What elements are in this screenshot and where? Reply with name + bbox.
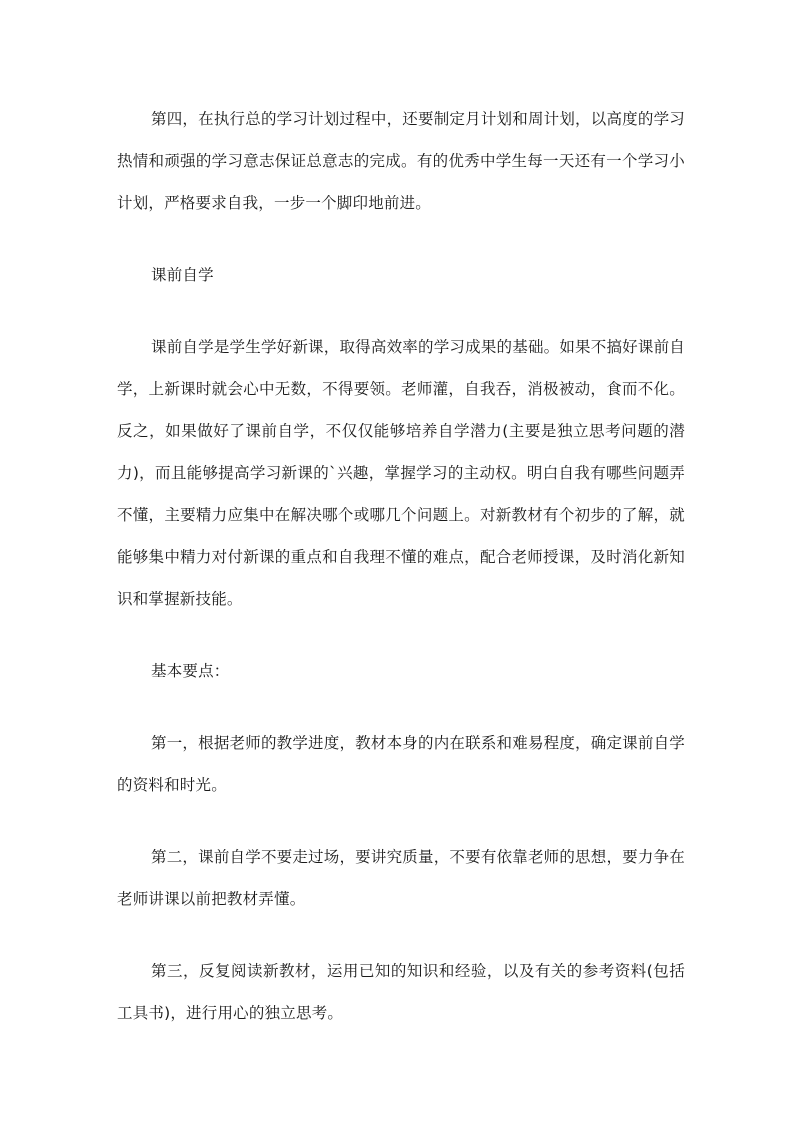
document-body <box>117 98 685 1034</box>
paragraph-spacer <box>117 692 685 722</box>
paragraph-spacer <box>117 920 685 950</box>
paragraph-plan-execution: 第四，在执行总的学习计划过程中，还要制定月计划和周计划，以高度的学习热情和顽强的学习意志保证总意志的完成。有的优秀中学生每一天还有一个学习小计划，严格要求自我，一步一个脚印地前进。 <box>117 110 685 212</box>
paragraph-point-three: 第三，反复阅读新教材，运用已知的知识和经验，以及有关的参考资料(包括工具书)，进行用心的独立思考。 <box>117 962 685 1022</box>
paragraph-spacer <box>117 620 685 650</box>
section-heading-key-points: 基本要点： <box>151 662 230 680</box>
paragraph-preview-study-intro: 课前自学是学生学好新课，取得高效率的学习成果的基础。如果不搞好课前自学，上新课时就会心中无数，不得要领。老师灌，自我吞，消极被动，食而不化。反之，如果做好了课前自学，不仅仅能够培养自学潜力(主要是独立思考问题的潜力)，而且能够提高学习新课的`兴趣，掌握学习的主动权。明白自我有哪些问题弄不懂，主要精力应集中在解决哪个或哪几个问题上。对新教材有个初步的了解，就能够集中精力对付新课的重点和自我理不懂的难点，配合老师授课，及时消化新知识和掌握新技能。 <box>117 338 685 608</box>
paragraph-spacer <box>117 806 685 836</box>
section-heading-preview-study: 课前自学 <box>151 266 214 284</box>
paragraph-point-two: 第二，课前自学不要走过场，要讲究质量，不要有依靠老师的思想，要力争在老师讲课以前把教材弄懂。 <box>117 848 685 908</box>
paragraph-spacer <box>117 224 685 254</box>
paragraph-point-one: 第一，根据老师的教学进度，教材本身的内在联系和难易程度，确定课前自学的资料和时光。 <box>117 734 685 794</box>
paragraph-spacer <box>117 296 685 326</box>
